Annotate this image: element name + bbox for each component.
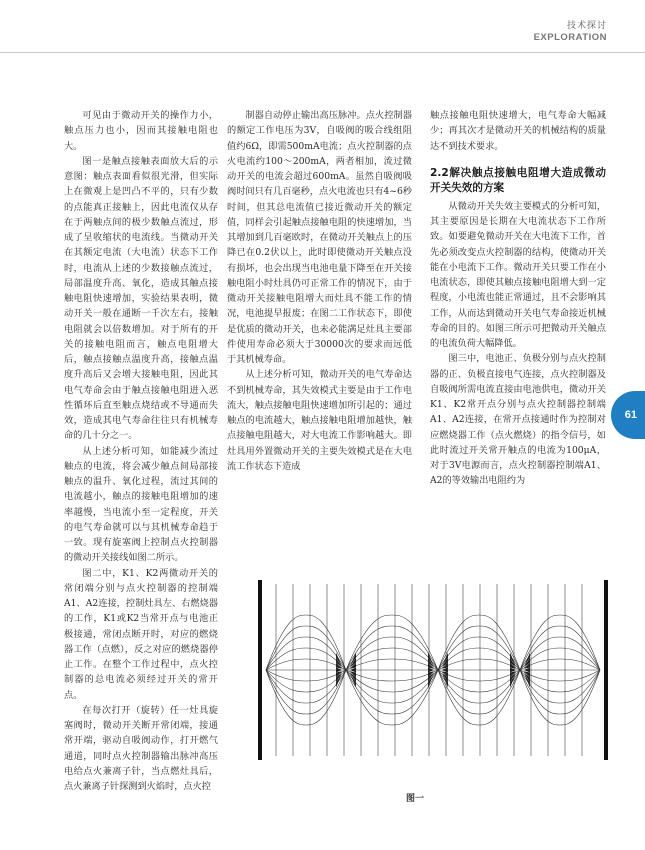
paragraph: 制器自动停止输出高压脉冲。点火控制器的额定工作电压为3V，自吸阀的吸合线组阻值约6Ω，即需500mA电流；点火控制器的点火电流约100～200mA，两者相加，流过微动开关的电流会超过600mA。虽然自吸阀吸阀时间只有几百毫秒，点火电流也只有4~6秒时间，但其总电流值已接近微动开关的额定值，同样会引起触点接触电阻的快速增加，当其增加到几百毫欧时，在微动开关触点上的压降已在0.2伏以上，此时即使微动开关触点没有损坏，也会出现当电池电量下降至在开关接触电阻小时灶具仍可正常工作的情况下，由于微动开关接触电阻增大而灶具不能工作的情况，电池提早报废；在图二工作状态下，即使是优质的微动开关，也未必能满足灶具主要部件使用寿命必须大于30000次的要求而远低于其机械寿命。 (227, 110, 412, 365)
paragraph: 从上述分析可知，如能减少流过触点的电流，将会减少触点间局部接触点的温升、氧化过程，流过其间的电流越小，触点的接触电阻增加的速率越慢，当电流小至一定程度，开关的电气寿命就可以与其机械寿命趋于一致。现有旋塞阀上控制点火控制器的微动开关接线如图二所示。 (64, 445, 218, 564)
paragraph: 图二中，K1、K2两微动开关的常闭端分别与点火控制器的控制端A1、A2连接，控制灶具左、右燃烧器的工作，K1或K2当常开点与电池正极接通，常闭点断开时，对应的燃烧器工作（点燃），反之对应的燃烧器停止工作。在整个工作过程中，点火控制器的总电流必须经过开关的常开点。 (64, 567, 218, 701)
current-line (438, 659, 520, 670)
current-line (266, 670, 346, 681)
current-line (346, 670, 438, 725)
text-column-1 (64, 108, 218, 794)
current-line (266, 659, 346, 670)
figure-caption: 图一 (406, 794, 425, 804)
paragraph: 可见由于微动开关的操作力小，触点压力也小，因而其接触电阻也大。 (64, 110, 218, 152)
right-electrode (604, 580, 608, 760)
current-line (520, 670, 600, 703)
left-electrode (258, 580, 262, 760)
text-column-3 (430, 108, 606, 489)
page-number: 61 (624, 409, 637, 421)
current-line (266, 670, 346, 703)
current-line (438, 670, 520, 725)
paragraph: 触点接触电阻快速增大，电气寿命大幅减少；再其次才是微动开关的机械结构的质量达不到技术要求。 (430, 110, 606, 152)
paragraph: 从上述分析可知，微动开关的电气寿命达不到机械寿命，其失效模式主要是由于工作电流大，触点接触电阻快速增加所引起的；通过触点的电流越大，触点接触电阻增加越快，触点接触电阻越大，对大电流工作影响越大。即灶具用外置微动开关的主要失效模式是在大电流工作状态下造成 (227, 369, 412, 472)
current-line (520, 659, 600, 670)
section-heading: 2.2解决触点接触电阻增大造成微动开关失效的方案 (430, 166, 606, 194)
paragraph: 在每次打开（旋转）任一灶具旋塞阀时，微动开关断开常闭端，接通常开端，驱动自吸阀动作，打开燃气通道，同时点火控制器输出脉冲高压电给点火兼离子针，当点燃灶具后，点火兼离子针探测到火焰时，点火控 (64, 704, 218, 792)
header-rule (0, 52, 645, 53)
current-line (346, 659, 438, 670)
contact-surface-figure (258, 574, 608, 769)
current-line (438, 637, 520, 670)
paragraph: 图一是触点接触表面放大后的示意图：触点表面看似很光滑，但实际上在微观上是凹凸不平的，只有少数的点能真正接触上，因此电流仅从存在于两触点间的极少数触点流过，形成了呈收缩状的电流线。当微动开关在其额定电流（大电流）状态下工作时，电流从上述的少数接触点流过，局部温度升高、氧化，造成其触点接触电阻快速增加，实验结果表明，微动开关一般在通断一千次左右，接触电阻就会以倍数增加。对于所有的开关的接触电阻而言，触点电阻增大后，触点接触点温度升高，接触点温度升高后又会增大接触电阻，因此其电气寿命会由于触点接触电阻进入恶性循环后直至触点烧结或不导通而失效，造成其电气寿命往往只有机械寿命的几十分之一。 (64, 155, 218, 442)
current-line (266, 637, 346, 670)
current-line (346, 670, 438, 703)
current-line (520, 637, 600, 670)
text-column-2 (227, 108, 412, 474)
paragraph: 图三中，电池正、负极分别与点火控制器的正、负极直接电气连接，点火控制器及自吸阀所需电流直接由电池供电，微动开关K1、K2常开点分别与点火控制器控制端A1、A2连接，在常开点接通时作为控制对应燃烧器工作（点火燃烧）的指令信号，如此时流过开关常开触点的电流为100μA，对于3V电源而言，点火控制器控制端A1、A2的等效输出电阻约为 (430, 353, 606, 487)
current-line (346, 615, 438, 670)
current-line (520, 670, 600, 681)
current-line (438, 670, 520, 703)
paragraph: 从微动开关失效主要模式的分析可知，其主要原因是长期在大电流状态下工作所致。如要避免微动开关在大电流下工作，首先必须改变点火控制器的结构，使微动开关能在小电流下工作。微动开关只要工作在小电流状态，即使其触点接触电阻增大到一定程度，小电流也能正常通过，且不会影响其工作，从而达到微动开关电气寿命接近机械寿命的目的。如图三所示可把微动开关触点的电流负荷大幅降低。 (430, 200, 606, 349)
section-title-cn: 技术探讨 (566, 21, 607, 31)
current-line (266, 670, 346, 725)
current-line (266, 615, 346, 670)
current-line (438, 615, 520, 670)
section-title-en: EXPLORATION (533, 32, 607, 43)
current-line (346, 637, 438, 670)
current-line (438, 670, 520, 681)
current-line (520, 615, 600, 670)
current-line (346, 670, 438, 681)
current-line (520, 670, 600, 725)
